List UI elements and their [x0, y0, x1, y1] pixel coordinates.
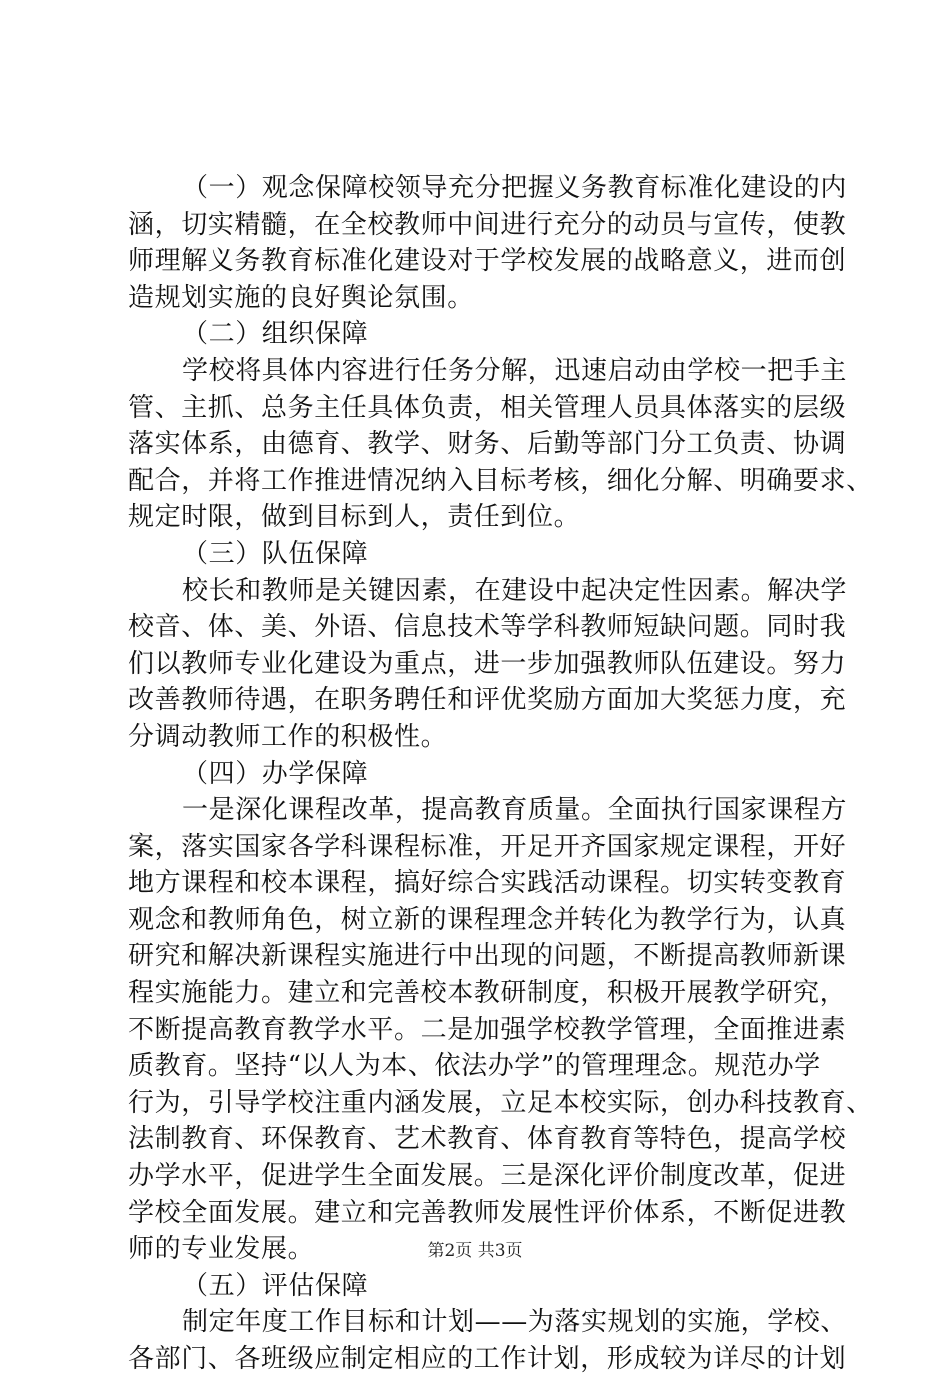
paragraph-line: 改善教师待遇，在职务聘任和评优奖励方面加大奖惩力度，充	[128, 685, 847, 716]
paragraph-line: 落实体系，由德育、教学、财务、后勤等部门分工负责、协调	[128, 429, 847, 460]
paragraph-line: 配合，并将工作推进情况纳入目标考核，细化分解、明确要求、	[128, 465, 873, 496]
paragraph-line: 不断提高教育教学水平。二是加强学校教学管理，全面推进素	[128, 1014, 847, 1045]
paragraph-line: 案，落实国家各学科课程标准，开足开齐国家规定课程，开好	[128, 831, 847, 862]
section-heading: （五）评估保障	[182, 1270, 369, 1301]
section-heading: （三）队伍保障	[182, 538, 369, 569]
paragraph-line: 管、主抓、总务主任具体负责，相关管理人员具体落实的层级	[128, 392, 847, 423]
paragraph-line: 分调动教师工作的积极性。	[128, 721, 448, 752]
paragraph-line: 涵，切实精髓，在全校教师中间进行充分的动员与宣传，使教	[128, 209, 847, 240]
paragraph-line: 们以教师专业化建设为重点，进一步加强教师队伍建设。努力	[128, 648, 847, 679]
paragraph-line: 师理解义务教育标准化建设对于学校发展的战略意义，进而创	[128, 246, 847, 277]
paragraph-line: 校音、体、美、外语、信息技术等学科教师短缺问题。同时我	[128, 612, 847, 643]
paragraph-line: 学校将具体内容进行任务分解，迅速启动由学校一把手主	[182, 355, 848, 386]
document-body	[128, 170, 873, 1378]
paragraph-line: 校长和教师是关键因素，在建设中起决定性因素。解决学	[182, 575, 848, 606]
paragraph-line: 制定年度工作目标和计划——为落实规划的实施，学校、	[182, 1307, 848, 1338]
paragraph-line: 办学水平，促进学生全面发展。三是深化评价制度改革，促进	[128, 1161, 847, 1192]
paragraph-line: 规定时限，做到目标到人，责任到位。	[128, 502, 581, 533]
paragraph-line: 法制教育、环保教育、艺术教育、体育教育等特色，提高学校	[128, 1124, 847, 1155]
section-heading: （四）办学保障	[182, 758, 369, 789]
paragraph-line: 行为，引导学校注重内涵发展，立足本校实际，创办科技教育、	[128, 1087, 873, 1118]
paragraph-line: 研究和解决新课程实施进行中出现的问题，不断提高教师新课	[128, 941, 847, 972]
paragraph-line: 学校全面发展。建立和完善教师发展性评价体系，不断促进教	[128, 1197, 847, 1228]
section-heading: （二）组织保障	[182, 319, 369, 350]
paragraph-line: 观念和教师角色，树立新的课程理念并转化为教学行为，认真	[128, 904, 847, 935]
paragraph-line: 地方课程和校本课程，搞好综合实践活动课程。切实转变教育	[128, 868, 847, 899]
paragraph-line: 质教育。坚持“以人为本、依法办学”的管理理念。规范办学	[128, 1051, 821, 1082]
paragraph-line: 一是深化课程改革，提高教育质量。全面执行国家课程方	[182, 795, 848, 826]
paragraph-line: （一）观念保障校领导充分把握义务教育标准化建设的内	[182, 173, 848, 203]
paragraph-line: 师的专业发展。	[128, 1234, 315, 1265]
paragraph-line: 各部门、各班级应制定相应的工作计划，形成较为详尽的计划	[128, 1344, 847, 1374]
paragraph-line: 造规划实施的良好舆论氛围。	[128, 282, 474, 313]
paragraph-line: 程实施能力。建立和完善校本教研制度，积极开展教学研究，	[128, 978, 847, 1009]
page-number-footer: 第2页 共3页	[427, 1241, 523, 1261]
